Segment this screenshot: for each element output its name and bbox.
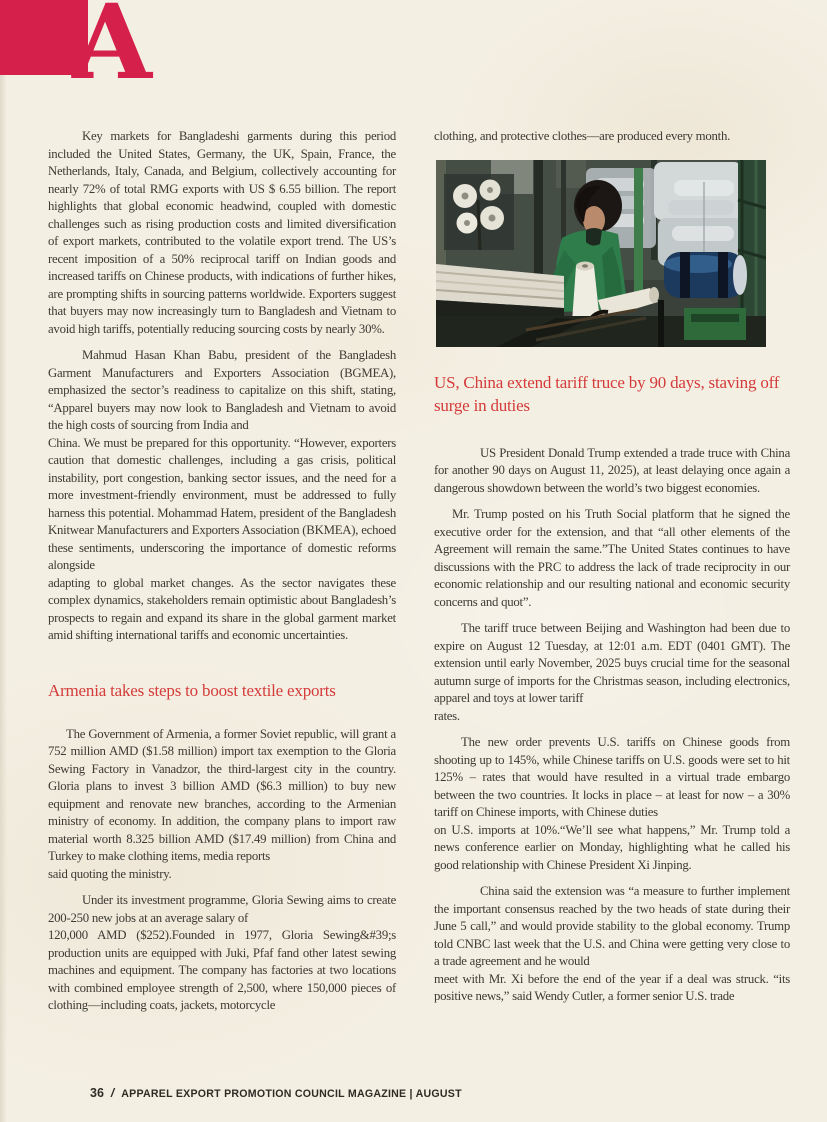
page-number: 36	[90, 1086, 104, 1100]
heading-us-china-truce: US, China extend tariff truce by 90 days, staving off surge in duties	[434, 372, 780, 415]
paragraph-key-markets: Key markets for Bangladeshi garments during this period included the United States, Germany, the UK, Spain, France, the Netherlands, Italy, Canada, and Belgium, collectively accounting for nearly 72% of total RMG exports with US $ 6.55 billion. The report highlights that global economic headwind, coupled with domestic challenges such as rising production costs and limited diversification of export markets, contributed to the volatile export trend. The US’s recent imposition of a 50% reciprocal tariff on Indian goods and increased tariffs on Chinese products, with indications of further hikes, are prompting shifts in sourcing patterns worldwide. Exporters suggest that buyers may now increasingly turn to Bangladesh and Vietnam to avoid high tariffs, potentially reducing sourcing costs by nearly 30%.	[48, 129, 396, 336]
paragraph-bgmea: Mahmud Hasan Khan Babu, president of the Bangladesh Garment Manufacturers and Exporters Association (BGMEA), emphasized the sector’s readiness to capitalize on this shift, stating, “Apparel buyers may now look to Bangladesh and Vietnam to avoid the high costs of sourcing from India and China. We must be prepared for this opportunity. “However, exporters caution that domestic challenges, including a gas crisis, political instability, port congestion, banking sector issues, and the need for a more investment-friendly environment, must be addressed to fully harness this potential. Mohammad Hatem, president of the Bangladesh Knitwear Manufacturers and Exporters Association (BKMEA), echoed these sentiments, underscoring the importance of domestic reforms alongside adapting to global market changes. As the sector navigates these complex dynamics, stakeholders remain optimistic about Bangladesh’s prospects to regain and expand its share in the global garment market amid shifting international tariffs and economic uncertainties.	[48, 348, 396, 642]
right-column	[434, 128, 790, 1015]
paragraph-armenia-grant: The Government of Armenia, a former Soviet republic, will grant a 752 million AMD ($1.58 million) import tax exemption to the Gloria Sewing Factory in Vanadzor, the third-largest city in the country. Gloria plans to invest 3 billion AMD ($6.3 million) to buy new equipment and renovate new branches, according to the Armenian ministry of economy. In addition, the company plans to import raw material worth 8.325 billion AMD ($17.49 million) from China and Turkey to make clothing items, media reports said quoting the ministry.	[48, 726, 396, 881]
magazine-logo	[0, 0, 170, 86]
left-column	[48, 128, 396, 1024]
paragraph-china-reaction: China said the extension was “a measure to further implement the important consensus reached by the two heads of state during their June 5 call,” and would provide stability to the global economy. Trump told CNBC last week that the U.S. and China were getting very close to a trade agreement and he would meet with Mr. Xi before the end of the year if a deal was struck. “its positive news,” said Wendy Cutler, a former senior U.S. trade	[434, 884, 790, 1003]
photo-blue-roller	[664, 252, 747, 298]
photo-thread-spools	[444, 174, 514, 250]
footer-magazine-title: APPAREL EXPORT PROMOTION COUNCIL MAGAZINE | AUGUST	[121, 1088, 462, 1100]
paragraph-truce-expiry: The tariff truce between Beijing and Washington had been due to expire on August 12 Tuesday, at 12:01 a.m. EDT (0401 GMT). The extension until early November, 2025 buys crucial time for the seasonal autumn surge of imports for the Christmas season, including electronics, apparel and toys at lower tariff rates.	[434, 621, 790, 723]
footer-separator: /	[110, 1086, 115, 1100]
factory-photo	[436, 160, 766, 347]
page-footer	[90, 1086, 462, 1100]
paragraph-gloria-investment: Under its investment programme, Gloria Sewing aims to create 200-250 new jobs at an average salary of 120,000 AMD ($252).Founded in 1977, Gloria Sewing&#39;s production units are equipped with Juki, Pfaf fand other latest sewing machines and equipment. The company has factories at two locations with combined employee strength of 2,500, where 150,000 pieces of clothing—including coats, jackets, motorcycle	[48, 893, 396, 1012]
paragraph-clothing-continued: clothing, and protective clothes—are produced every month.	[434, 129, 731, 143]
photo-green-pole	[634, 168, 643, 303]
paragraph-trump-truce: US President Donald Trump extended a trade truce with China for another 90 days on August 11, 2025), at least delaying once again a dangerous showdown between the world’s two biggest economies.	[434, 445, 790, 495]
logo-letter-a: A	[72, 0, 152, 86]
heading-armenia: Armenia takes steps to boost textile exports	[48, 680, 336, 700]
paragraph-truth-social: Mr. Trump posted on his Truth Social platform that he signed the executive order for the extension, and that “all other elements of the Agreement will remain the same.”The United States continues to have discussions with the PRC to address the lack of trade reciprocity in our economic relationship and our resulting national and economic security concerns and quot”.	[434, 507, 790, 609]
paragraph-new-order: The new order prevents U.S. tariffs on Chinese goods from shooting up to 145%, while Chinese tariffs on U.S. goods were set to hit 125% – rates that would have resulted in a virtual trade embargo between the two countries. It locks in place – at least for now – a 30% tariff on Chinese imports, with Chinese duties on U.S. imports at 10%.“We’ll see what happens,” Mr. Trump told a news conference earlier on Monday, highlighting what he called his good relationship with Chinese President Xi Jinping.	[434, 735, 790, 872]
